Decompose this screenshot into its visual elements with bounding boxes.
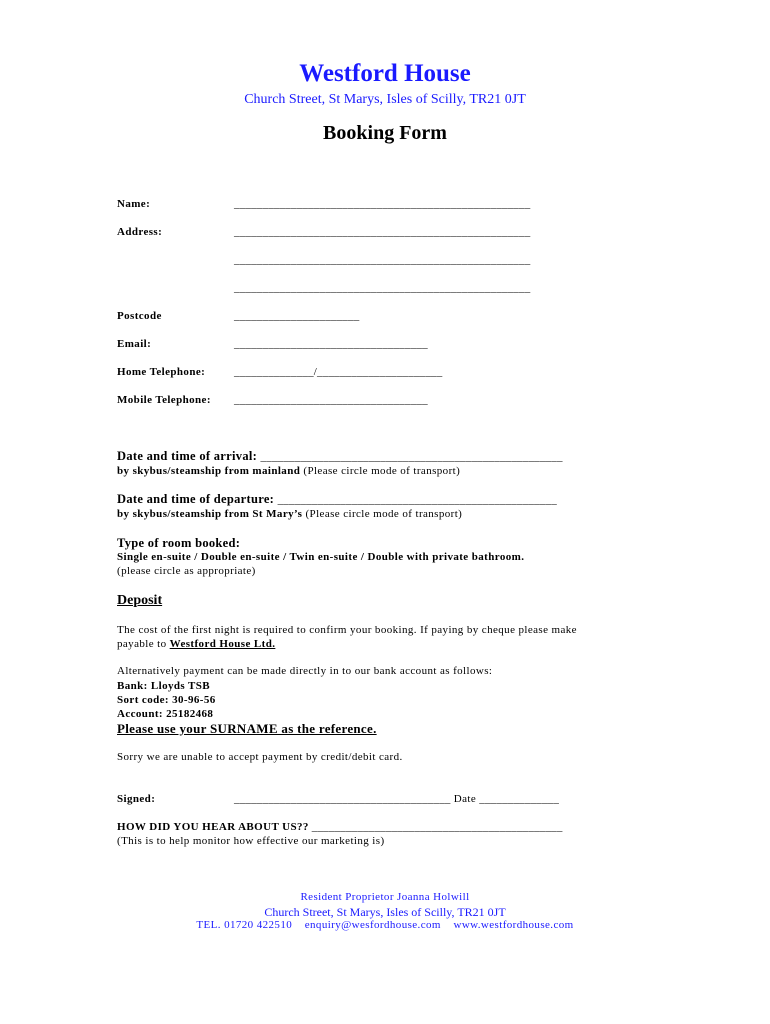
- bank-sort-code: Sort code: 30-96-56: [117, 694, 216, 706]
- hear-about-row: [117, 821, 563, 833]
- home-telephone-field[interactable]: ______________/______________________: [234, 366, 443, 378]
- footer-proprietor: Resident Proprietor Joanna Holwill: [300, 891, 470, 903]
- departure-mode: [117, 508, 462, 520]
- bank-account: Account: 25182468: [117, 708, 214, 720]
- arrival-row: [117, 449, 563, 464]
- room-type-note: (please circle as appropriate): [117, 565, 256, 577]
- arrival-mode: [117, 465, 460, 477]
- footer-contact: [0, 919, 770, 931]
- arrival-label: Date and time of arrival:: [117, 449, 258, 463]
- name-label: Name:: [117, 198, 151, 210]
- deposit-payable-prefix: payable to: [117, 638, 170, 650]
- deposit-text-line-1: The cost of the first night is required to confirm your booking. If paying by cheque please make: [117, 624, 577, 636]
- deposit-payee: Westford House Ltd.: [169, 638, 276, 650]
- date-label: Date: [450, 793, 480, 805]
- departure-label: Date and time of departure:: [117, 492, 275, 506]
- departure-row: [117, 492, 557, 507]
- footer-website[interactable]: www.westfordhouse.com: [453, 919, 574, 931]
- signature-field[interactable]: ______________________________________: [234, 793, 451, 805]
- date-field[interactable]: ______________: [479, 793, 560, 805]
- bank-intro: Alternatively payment can be made directly in to our bank account as follows:: [117, 665, 493, 677]
- deposit-text-line-2: [117, 638, 275, 650]
- departure-field[interactable]: _________________________________________________: [277, 494, 557, 506]
- mobile-telephone-field[interactable]: __________________________________: [234, 394, 428, 406]
- departure-mode-options[interactable]: by skybus/steamship from St Mary’s: [117, 508, 303, 520]
- address-label: Address:: [117, 226, 163, 238]
- room-type-options[interactable]: Single en-suite / Double en-suite / Twin en-suite / Double with private bathroom.: [117, 551, 525, 563]
- email-label: Email:: [117, 338, 152, 350]
- deposit-heading: Deposit: [117, 593, 163, 608]
- departure-mode-note: (Please circle mode of transport): [302, 508, 463, 520]
- home-telephone-label: Home Telephone:: [117, 366, 206, 378]
- address-field-line-1[interactable]: ____________________________________________________: [234, 226, 531, 238]
- footer-telephone: TEL. 01720 422510: [196, 919, 293, 931]
- postcode-label: Postcode: [117, 310, 162, 322]
- no-card-note: Sorry we are unable to accept payment by credit/debit card.: [117, 751, 403, 763]
- footer-address: Church Street, St Marys, Isles of Scilly, TR21 0JT: [264, 905, 506, 919]
- signature-row: [234, 793, 559, 805]
- hear-about-label: HOW DID YOU HEAR ABOUT US??: [117, 821, 309, 833]
- mobile-telephone-label: Mobile Telephone:: [117, 394, 211, 406]
- arrival-mode-options[interactable]: by skybus/steamship from mainland: [117, 465, 301, 477]
- bank-name: Bank: Lloyds TSB: [117, 680, 211, 692]
- signed-label: Signed:: [117, 793, 156, 805]
- hear-about-note: (This is to help monitor how effective our marketing is): [117, 835, 385, 847]
- address-field-line-3[interactable]: ____________________________________________________: [234, 282, 531, 294]
- hotel-address: Church Street, St Marys, Isles of Scilly, TR21 0JT: [244, 92, 526, 107]
- arrival-field[interactable]: _____________________________________________________: [260, 451, 563, 463]
- postcode-field[interactable]: ______________________: [234, 310, 360, 322]
- hear-about-field[interactable]: ____________________________________________: [308, 821, 563, 833]
- arrival-mode-note: (Please circle mode of transport): [300, 465, 461, 477]
- form-title: Booking Form: [323, 122, 447, 144]
- reference-note: Please use your SURNAME as the reference.: [117, 721, 377, 736]
- name-field[interactable]: ____________________________________________________: [234, 198, 531, 210]
- footer-email[interactable]: enquiry@wesfordhouse.com: [304, 919, 441, 931]
- address-field-line-2[interactable]: ____________________________________________________: [234, 254, 531, 266]
- email-field[interactable]: __________________________________: [234, 338, 428, 350]
- room-type-label: Type of room booked:: [117, 536, 241, 550]
- hotel-title: Westford House: [299, 60, 471, 87]
